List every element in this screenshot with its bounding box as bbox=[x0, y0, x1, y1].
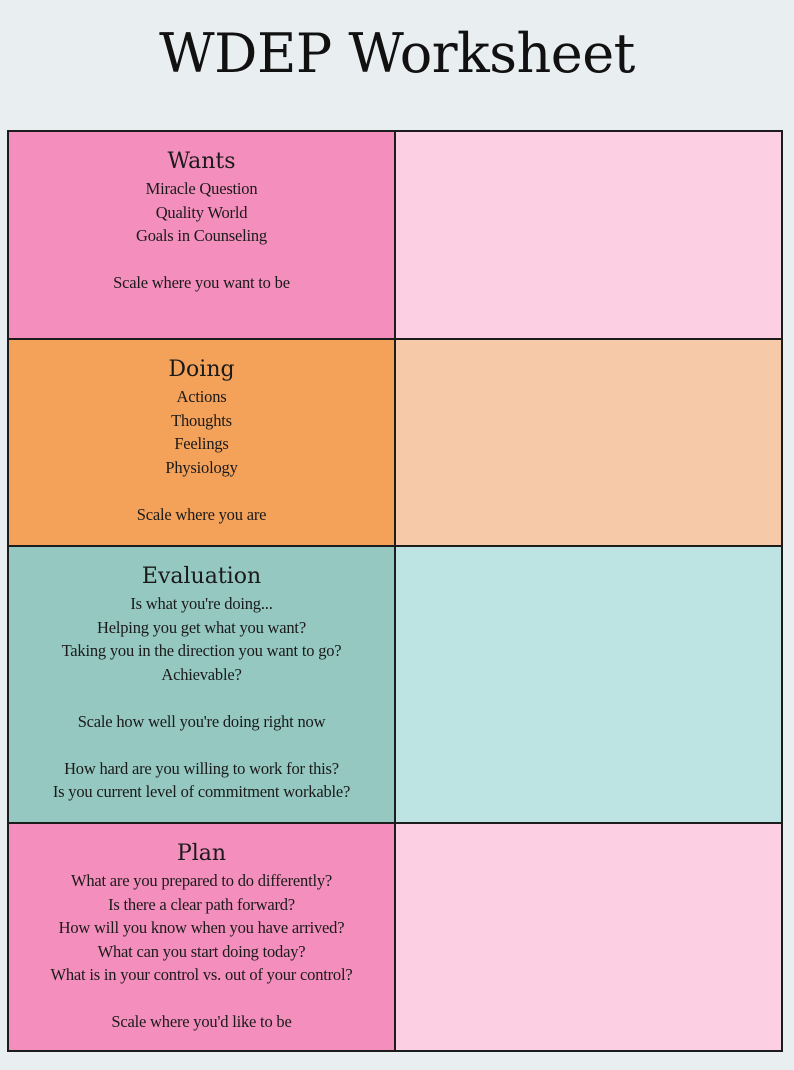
evaluation-commitment-prompt: Is you current level of commitment workable? bbox=[52, 782, 351, 801]
wants-scale-prompt: Scale where you want to be bbox=[113, 273, 290, 292]
doing-scale-prompt: Scale where you are bbox=[136, 504, 267, 524]
plan-answer-cell[interactable] bbox=[396, 824, 781, 1050]
wants-answer-cell[interactable] bbox=[396, 132, 781, 340]
wants-prompt: Quality World bbox=[155, 202, 248, 222]
wdep-table bbox=[7, 130, 783, 1052]
plan-prompt: What is in your control vs. out of your control? bbox=[50, 965, 353, 984]
plan-prompt: What can you start doing today? bbox=[97, 941, 306, 961]
doing-prompt: Feelings bbox=[174, 434, 229, 453]
evaluation-heading: Evaluation bbox=[141, 564, 262, 589]
plan-scale-prompt: Scale where you'd like to be bbox=[111, 1012, 292, 1031]
wants-prompt: Goals in Counseling bbox=[136, 226, 267, 245]
doing-heading: Doing bbox=[168, 357, 235, 382]
doing-label-cell bbox=[9, 340, 396, 547]
page-title: WDEP Worksheet bbox=[159, 22, 635, 85]
plan-prompt: What are you prepared to do differently? bbox=[70, 871, 333, 890]
plan-prompt: Is there a clear path forward? bbox=[108, 894, 295, 914]
evaluation-scale-prompt: Scale how well you're doing right now bbox=[77, 711, 326, 731]
doing-prompt: Actions bbox=[176, 387, 227, 406]
doing-prompt: Thoughts bbox=[171, 410, 232, 430]
evaluation-prompt: Helping you get what you want? bbox=[97, 617, 306, 637]
plan-prompt: How will you know when you have arrived? bbox=[58, 918, 345, 937]
plan-label-cell bbox=[9, 824, 396, 1050]
evaluation-prompt: Is what you're doing... bbox=[130, 594, 273, 613]
evaluation-commitment-prompt: How hard are you willing to work for this? bbox=[64, 758, 339, 778]
wants-prompt: Miracle Question bbox=[145, 179, 258, 198]
doing-prompt: Physiology bbox=[165, 457, 238, 477]
plan-heading: Plan bbox=[176, 841, 227, 866]
evaluation-prompt: Taking you in the direction you want to go? bbox=[61, 641, 342, 660]
evaluation-label-cell bbox=[9, 547, 396, 824]
evaluation-prompt: Achievable? bbox=[161, 664, 242, 684]
wants-label-cell bbox=[9, 132, 396, 340]
evaluation-answer-cell[interactable] bbox=[396, 547, 781, 824]
wants-heading: Wants bbox=[167, 149, 236, 174]
doing-answer-cell[interactable] bbox=[396, 340, 781, 547]
